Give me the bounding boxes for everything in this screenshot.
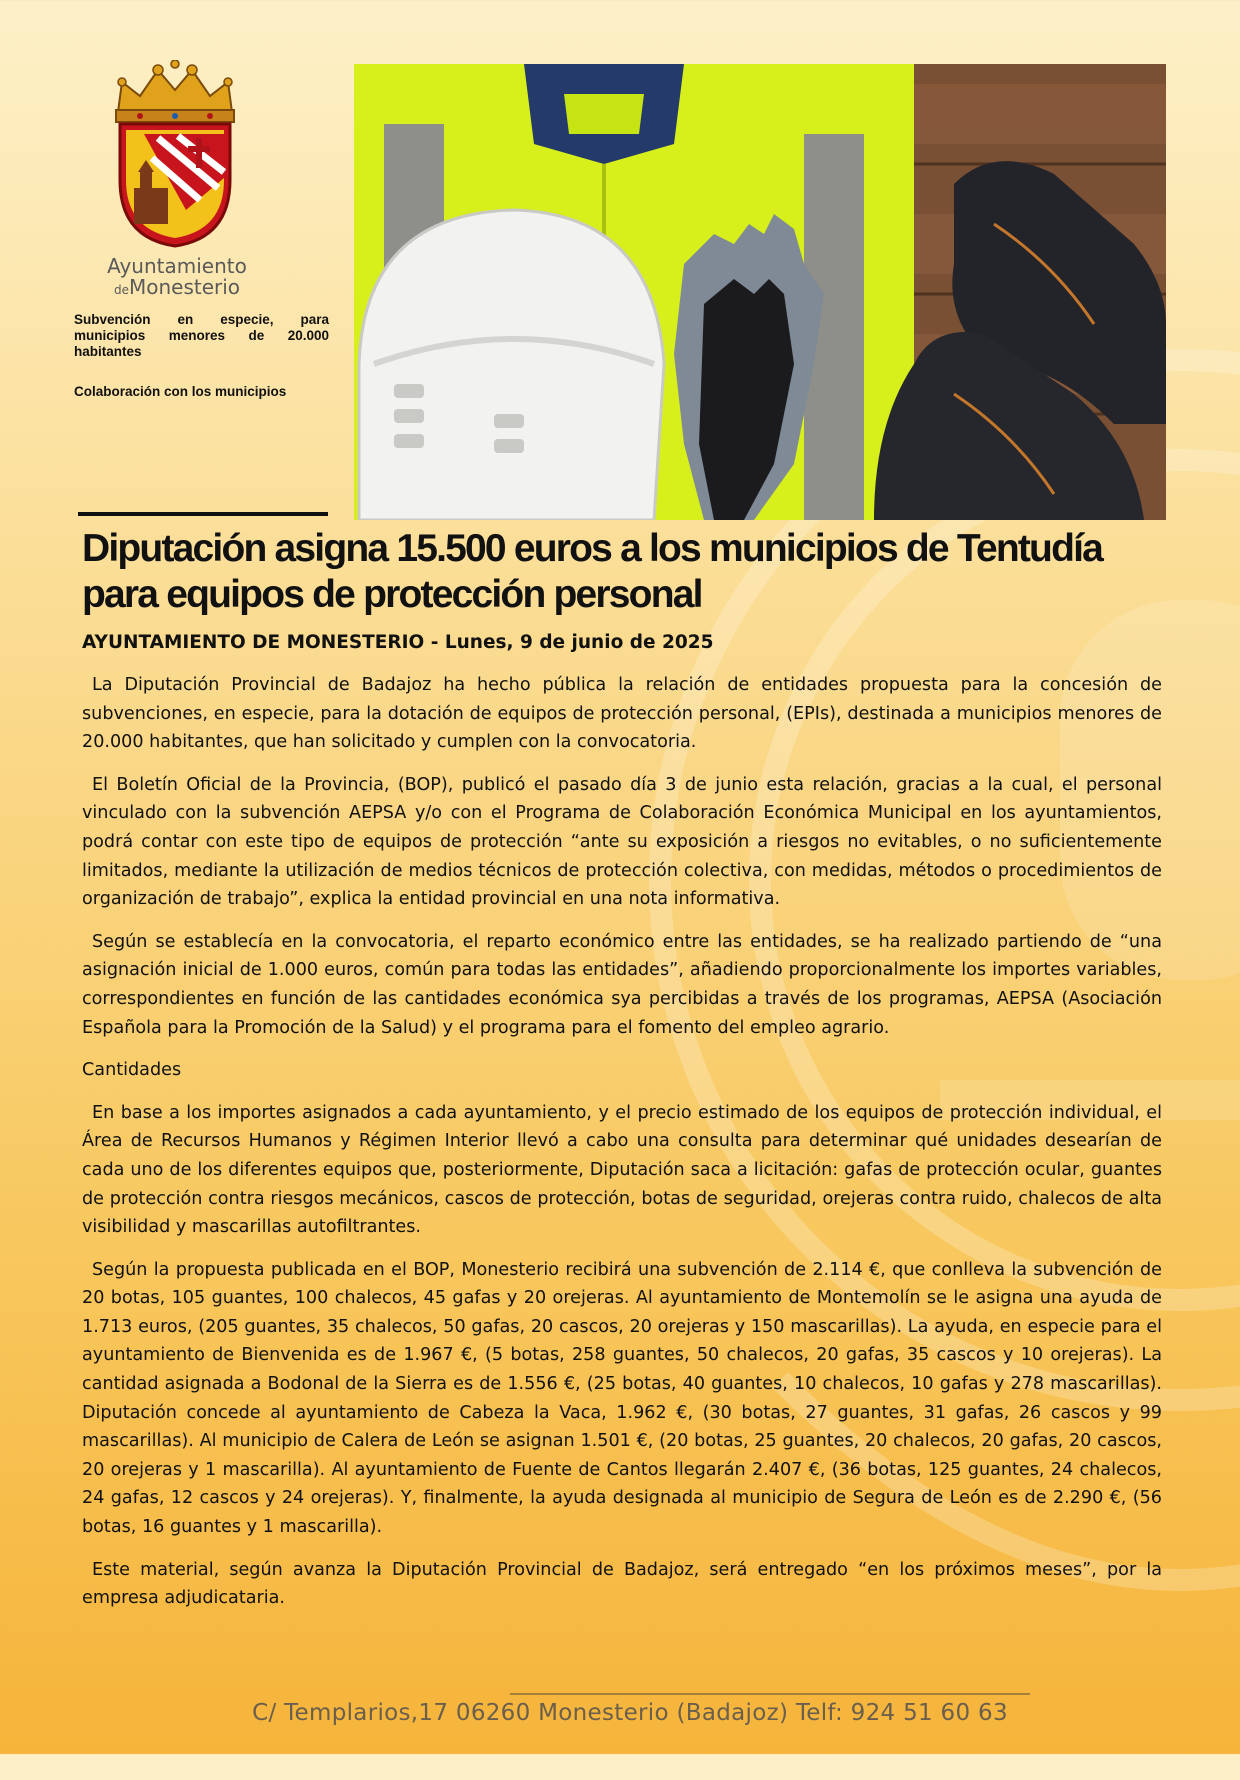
- side-divider: [78, 512, 328, 516]
- ppe-equipment-photo: [354, 64, 1166, 520]
- byline-date: Lunes, 9 de junio de 2025: [444, 632, 714, 653]
- paragraph: En base a los importes asignados a cada ayuntamiento, y el precio estimado de los equipos de protección individual, el Área de Recursos Humanos y Régimen Interior llevó a cabo una consulta para determinar qué unidades desearían de cada uno de los diferentes equipos que, posteriormente, Diputación saca a licitación: gafas de protección ocular, guantes de protección contra riesgos mecánicos, cascos de protección, botas de seguridad, orejeras contra ruido, chalecos de alta visibilidad y mascarillas autofiltrantes.: [82, 1102, 1162, 1238]
- byline-source: AYUNTAMIENTO DE MONESTERIO: [82, 632, 425, 653]
- side-note-collaboration: Colaboración con los municipios: [74, 384, 287, 399]
- footer-address: C/ Templarios,17 06260 Monesterio (Badajoz) Telf: 924 51 60 63: [252, 1700, 1008, 1726]
- section-subheading: Cantidades: [82, 1060, 182, 1081]
- paragraph: La Diputación Provincial de Badajoz ha hecho pública la relación de entidades propuesta para la concesión de subvenciones, en especie, para la dotación de equipos de protección personal, (EPIs), destinada a municipios menores de 20.000 habitantes, que han solicitado y cumplen con la convocatoria.: [82, 675, 1162, 753]
- municipal-coat-of-arms-logo: [100, 60, 250, 250]
- paragraph: Según se establecía en la convocatoria, el reparto económico entre las entidades, se ha realizado partiendo de “una asignación inicial de 1.000 euros, común para todas las entidades”, añadiendo proporcionalmente los importes variables, correspondientes en función de las cantidades económica sya percibidas a través de los programas, AEPSA (Asociación Española para la Promoción de la Salud) y el programa para el fomento del empleo agrario.: [82, 931, 1162, 1038]
- paragraph: Este material, según avanza la Diputación Provincial de Badajoz, será entregado “en los próximos meses”, por la empresa adjudicataria.: [82, 1559, 1162, 1609]
- article-body: [82, 671, 1162, 1627]
- article-byline: AYUNTAMIENTO DE MONESTERIO - Lunes, 9 de junio de 2025: [82, 632, 714, 653]
- side-note-subsidy: Subvención en especie, para municipios menores de 20.000 habitantes: [74, 312, 329, 359]
- article-headline: Diputación asigna 15.500 euros a los municipios de Tentudía para equipos de protección personal: [82, 527, 1103, 616]
- paragraph: Según la propuesta publicada en el BOP, Monesterio recibirá una subvención de 2.114 €, que conlleva la subvención de 20 botas, 105 guantes, 100 chalecos, 45 gafas y 20 orejeras. Al ayuntamiento de Montemolín se le asigna una ayuda de 1.713 euros, (205 guantes, 35 chalecos, 50 gafas, 20 cascos, 20 orejeras y 150 mascarillas). La ayuda, en especie para el ayuntamiento de Bienvenida es de 1.967 €, (5 botas, 258 guantes, 50 chalecos, 20 gafas, 35 cascos y 10 orejeras). La cantidad asignada a Bodonal de la Sierra es de 1.556 €, (25 botas, 40 guantes, 10 chalecos, 10 gafas y 278 mascarillas). Diputación concede al ayuntamiento de Cabeza la Vaca, 1.962 €, (30 botas, 27 guantes, 31 gafas, 26 cascos y 99 mascarillas). Al municipio de Calera de León se asignan 1.501 €, (20 botas, 25 guantes, 20 chalecos, 20 gafas, 20 cascos, 20 orejeras y 1 mascarilla). Al ayuntamiento de Fuente de Cantos llegarán 2.407 €, (36 botas, 125 guantes, 24 chalecos, 24 gafas, 12 cascos y 24 orejeras). Y, finalmente, la ayuda designada al municipio de Segura de León es de 2.290 €, (56 botas, 16 guantes y 1 mascarilla).: [82, 1259, 1162, 1538]
- organization-name: Ayuntamiento deMonesterio: [107, 254, 247, 299]
- footer-divider: [510, 1693, 1030, 1695]
- paragraph: El Boletín Oficial de la Provincia, (BOP), publicó el pasado día 3 de junio esta relación, gracias a la cual, el personal vinculado con la subvención AEPSA y/o con el Programa de Colaboración Económica Municipal en los ayuntamientos, podrá contar con este tipo de equipos de protección “ante su exposición a riesgos no evitables, o no suficientemente limitados, mediante la utilización de medios técnicos de protección colectiva, con medidas, métodos o procedimientos de organización de trabajo”, explica la entidad provincial en una nota informativa.: [82, 774, 1162, 910]
